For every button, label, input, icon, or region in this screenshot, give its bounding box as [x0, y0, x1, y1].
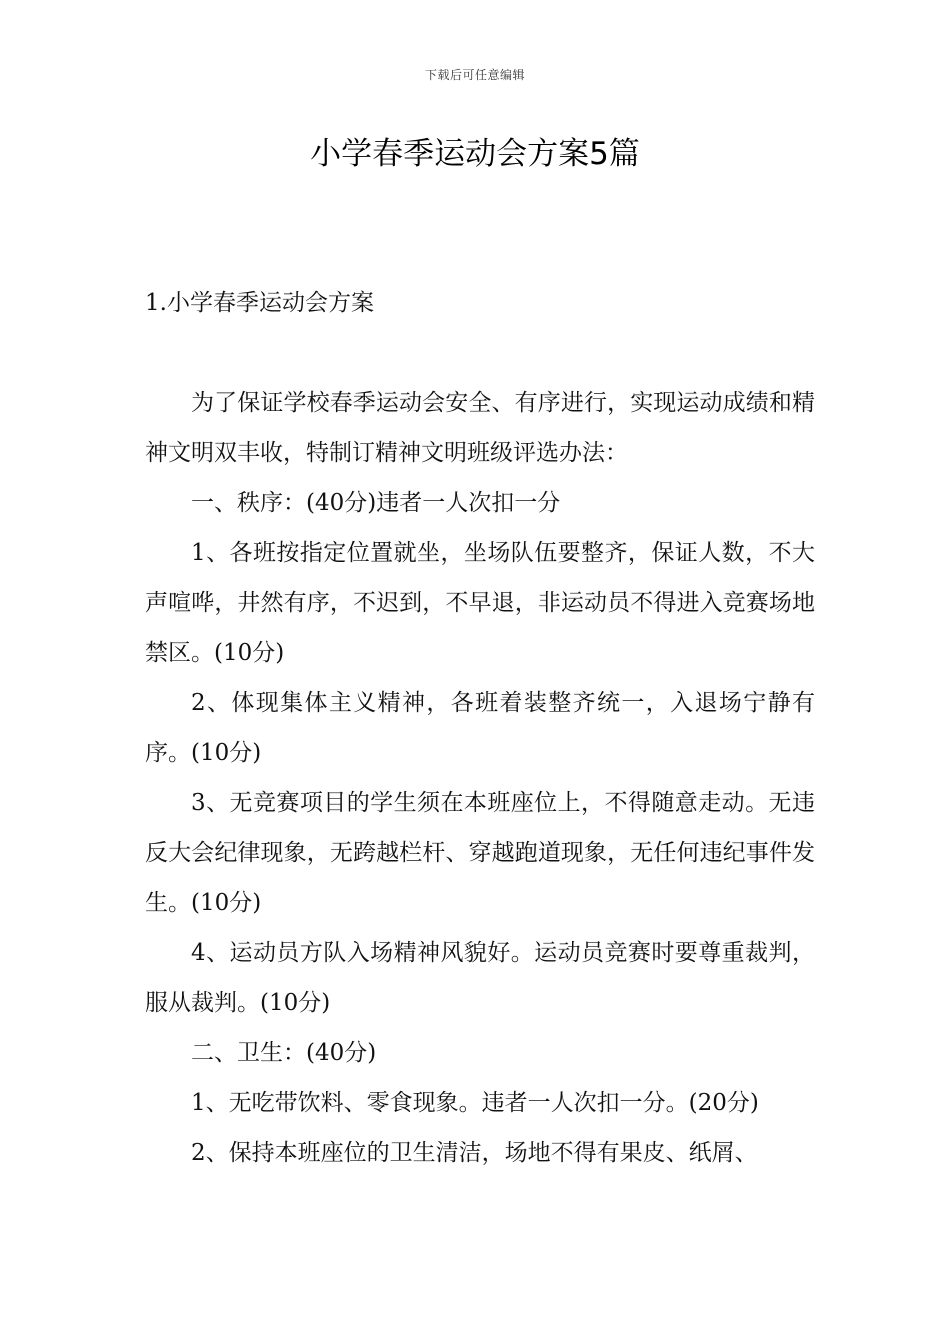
paragraph-order-item-2: 2、体现集体主义精神，各班着装整齐统一，入退场宁静有序。(10分): [145, 690, 815, 766]
header-note: 下载后可任意编辑: [424, 68, 525, 82]
paragraph-hygiene-heading: 二、卫生：(40分): [191, 1040, 377, 1066]
paragraph-hygiene-item-2: 2、保持本班座位的卫生清洁，场地不得有果皮、纸屑、: [191, 1140, 758, 1166]
section-heading: 1.小学春季运动会方案: [145, 290, 374, 316]
paragraph-order-item-3: 3、无竞赛项目的学生须在本班座位上，不得随意走动。无违反大会纪律现象，无跨越栏杆、穿越跑道现象，无任何违纪事件发生。(10分): [145, 790, 815, 916]
paragraph-order-item-4: 4、运动员方队入场精神风貌好。运动员竞赛时要尊重裁判，服从裁判。(10分): [145, 940, 815, 1016]
paragraph-order-item-1: 1、各班按指定位置就坐，坐场队伍要整齐，保证人数，不大声喧哗，井然有序，不迟到，不早退，非运动员不得进入竞赛场地禁区。(10分): [145, 540, 815, 666]
paragraph-order-heading: 一、秩序：(40分)违者一人次扣一分: [191, 490, 561, 516]
paragraph-hygiene-item-1: 1、无吃带饮料、零食现象。违者一人次扣一分。(20分): [191, 1090, 759, 1116]
paragraph-intro: 为了保证学校春季运动会安全、有序进行，实现运动成绩和精神文明双丰收，特制订精神文明班级评选办法：: [145, 390, 815, 466]
document-title: 小学春季运动会方案5篇: [310, 136, 640, 172]
document-body: [145, 378, 815, 1178]
